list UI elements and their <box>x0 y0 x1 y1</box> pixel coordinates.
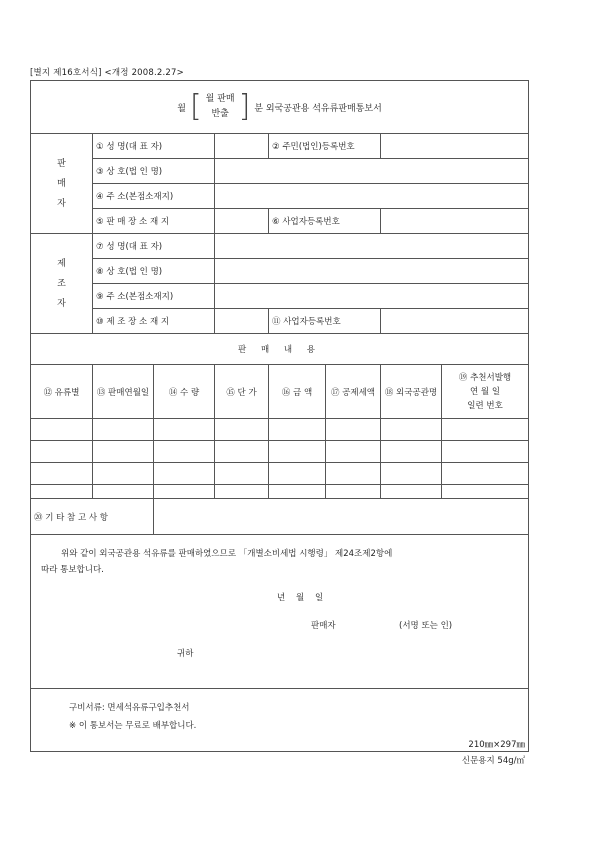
declaration-sign: (서명 또는 인) <box>399 621 453 631</box>
seller-bizno-label: ⑥ 사업자등록번호 <box>269 209 381 234</box>
title-rest: 분 외국공관용 석유류판매통보서 <box>254 103 382 114</box>
col-embassy-name: ⑱ 외국공관명 <box>381 365 442 419</box>
paper-size: 210㎜×297㎜ <box>468 740 525 750</box>
declaration-seller: 판매자 <box>311 621 336 631</box>
seller-label: 판 매 자 <box>31 134 93 234</box>
other-notes-field[interactable] <box>154 499 529 535</box>
seller-row-3 <box>31 184 529 209</box>
title-option-sales: 월 판매 <box>205 94 235 104</box>
maker-place-field[interactable] <box>215 309 269 334</box>
maker-label: 제 조 자 <box>31 234 93 334</box>
sales-header-row <box>31 365 529 419</box>
form-title <box>31 81 529 134</box>
left-bracket: [ <box>189 89 202 124</box>
rec-line-2: 연 월 일 <box>470 386 501 397</box>
col-amount: ⑯ 금 액 <box>269 365 326 419</box>
paper-type: 신문용지 54g/㎡ <box>461 756 525 766</box>
col-tax-deduction: ⑰ 공제세액 <box>326 365 381 419</box>
maker-row-3 <box>31 284 529 309</box>
maker-bizno-field[interactable] <box>381 309 529 334</box>
seller-id-label: ② 주민(법인)등록번호 <box>269 134 381 159</box>
maker-place-label: ⑩ 제 조 장 소 재 지 <box>93 309 215 334</box>
maker-address-label: ⑨ 주 소(본점소재지) <box>93 284 215 309</box>
rec-line-1: ⑲ 추천서발행 <box>458 372 512 383</box>
table-row[interactable] <box>31 485 529 499</box>
table-row[interactable] <box>31 441 529 463</box>
maker-row-2 <box>31 259 529 284</box>
col-quantity: ⑭ 수 량 <box>154 365 215 419</box>
maker-name-label: ⑦ 성 명(대 표 자) <box>93 234 215 259</box>
maker-bizno-label: ⑪ 사업자등록번호 <box>269 309 381 334</box>
maker-company-field[interactable] <box>215 259 529 284</box>
rec-line-3: 일련 번호 <box>467 400 503 411</box>
other-notes-label: ⑳ 기 타 참 고 사 항 <box>31 499 154 535</box>
free-note: ※ 이 통보서는 무료로 배부합니다. <box>69 721 197 731</box>
seller-name-field[interactable] <box>215 134 269 159</box>
title-month: 월 <box>177 103 186 114</box>
seller-bizno-field[interactable] <box>381 209 529 234</box>
seller-address-label: ④ 주 소(본점소재지) <box>93 184 215 209</box>
maker-row-1 <box>31 234 529 259</box>
seller-company-label: ③ 상 호(법 인 명) <box>93 159 215 184</box>
table-row[interactable] <box>31 463 529 485</box>
seller-row-1 <box>31 134 529 159</box>
form-number: [별지 제16호서식] <개정 2008.2.27> <box>30 68 184 78</box>
declaration-row <box>31 535 529 689</box>
required-docs: 구비서류: 면세석유류구입추천서 <box>69 703 190 713</box>
col-sale-date: ⑬ 판매연월일 <box>93 365 154 419</box>
seller-id-field[interactable] <box>381 134 529 159</box>
col-oil-type: ⑫ 유류별 <box>31 365 93 419</box>
title-option-release: 반출 <box>211 109 229 119</box>
declaration-date: 년 월 일 <box>277 593 324 603</box>
declaration-text-2: 따라 통보합니다. <box>41 565 104 575</box>
report-form <box>30 80 529 752</box>
seller-address-field[interactable] <box>215 184 529 209</box>
seller-row-4 <box>31 209 529 234</box>
declaration-cell <box>31 535 529 689</box>
maker-row-4 <box>31 309 529 334</box>
table-row[interactable] <box>31 419 529 441</box>
right-bracket: ] <box>238 89 251 124</box>
title-row <box>31 81 529 134</box>
sales-title: 판 매 내 용 <box>31 334 529 365</box>
attachments-cell <box>31 689 529 752</box>
col-unit-price: ⑮ 단 가 <box>215 365 269 419</box>
maker-address-field[interactable] <box>215 284 529 309</box>
seller-company-field[interactable] <box>215 159 529 184</box>
attachments-row <box>31 689 529 752</box>
seller-place-label: ⑤ 판 매 장 소 재 지 <box>93 209 215 234</box>
maker-company-label: ⑧ 상 호(법 인 명) <box>93 259 215 284</box>
maker-name-field[interactable] <box>215 234 529 259</box>
declaration-text-1: 위와 같이 외국공관용 석유류를 판매하였으므로 「개별소비세법 시행령」 제24조제2항에 <box>61 549 393 559</box>
seller-name-label: ① 성 명(대 표 자) <box>93 134 215 159</box>
seller-place-field[interactable] <box>215 209 269 234</box>
col-recommendation <box>442 365 529 419</box>
seller-row-2 <box>31 159 529 184</box>
sales-title-row <box>31 334 529 365</box>
other-notes-row <box>31 499 529 535</box>
declaration-addressee: 귀하 <box>177 649 194 659</box>
